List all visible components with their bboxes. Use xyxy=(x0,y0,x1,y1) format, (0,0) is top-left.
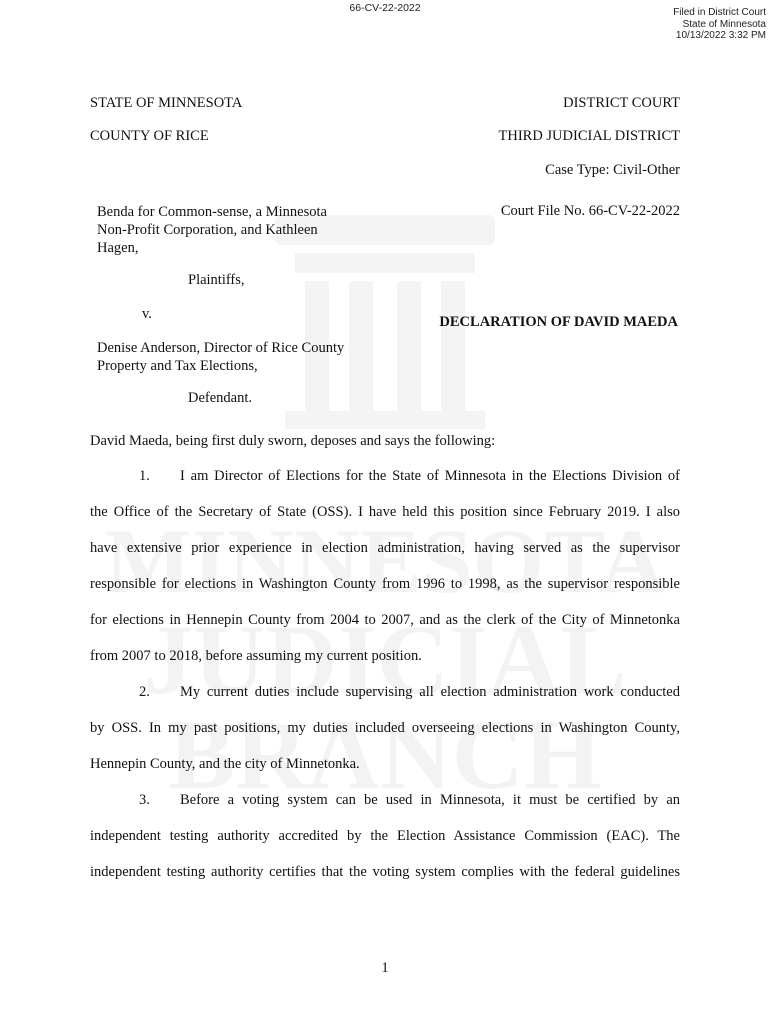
paragraph-1-line: have extensive prior experience in election administration, having served as the supervisor xyxy=(90,540,680,556)
paragraph-1-line: 1. I am Director of Elections for the State of Minnesota in the Elections Division of xyxy=(139,468,680,484)
plaintiff-line-1: Benda for Common-sense, a Minnesota xyxy=(97,204,327,220)
paragraph-2-line: by OSS. In my past positions, my duties included overseeing elections in Washington County, xyxy=(90,720,680,736)
paragraph-3-line: independent testing authority accredited by the Election Assistance Commission (EAC). The xyxy=(90,828,680,844)
caption-county: COUNTY OF RICE xyxy=(90,128,209,144)
paragraph-number: 1. xyxy=(139,468,150,484)
defendant-line-2: Property and Tax Elections, xyxy=(97,358,258,374)
paragraph-2-line: 2. My current duties include supervising all election administration work conducted xyxy=(139,684,680,700)
versus-label: v. xyxy=(142,306,152,322)
plaintiffs-label: Plaintiffs, xyxy=(188,272,245,288)
paragraph-3-line: independent testing authority certifies that the voting system complies with the federal guidelines xyxy=(90,864,680,880)
case-number-header: 66-CV-22-2022 xyxy=(349,2,421,14)
paragraph-2-line: Hennepin County, and the city of Minnetonka. xyxy=(90,756,360,772)
paragraph-1-line: responsible for elections in Washington County from 1996 to 1998, as the supervisor responsible xyxy=(90,576,680,592)
intro-statement: David Maeda, being first duly sworn, deposes and says the following: xyxy=(90,433,496,449)
plaintiff-line-2: Non-Profit Corporation, and Kathleen xyxy=(97,222,318,238)
document-title: DECLARATION OF DAVID MAEDA xyxy=(439,314,678,330)
defendant-names xyxy=(97,339,344,375)
filing-stamp-line-1: Filed in District Court xyxy=(673,7,766,18)
filing-stamp-line-3: 10/13/2022 3:32 PM xyxy=(675,30,766,41)
paragraph-3-line: 3. Before a voting system can be used in Minnesota, it must be certified by an xyxy=(139,792,680,808)
caption-district: THIRD JUDICIAL DISTRICT xyxy=(498,128,680,144)
paragraph-1-line: for elections in Hennepin County from 2004 to 2007, and as the clerk of the City of Minnetonka xyxy=(90,612,680,628)
filing-stamp-line-2: State of Minnesota xyxy=(682,18,766,30)
defendant-label: Defendant. xyxy=(188,390,253,406)
paragraph-3 xyxy=(90,790,680,898)
plaintiff-line-3: Hagen, xyxy=(97,240,139,256)
paragraph-number: 2. xyxy=(139,684,150,700)
caption-court: DISTRICT COURT xyxy=(563,95,680,111)
paragraph-number: 3. xyxy=(139,792,150,808)
caption-case-type: Case Type: Civil-Other xyxy=(545,162,680,178)
paragraph-2 xyxy=(90,682,680,790)
filing-stamp xyxy=(673,7,766,42)
plaintiff-names xyxy=(97,203,327,257)
paragraph-1-line: from 2007 to 2018, before assuming my current position. xyxy=(90,648,422,664)
paragraph-1-line: the Office of the Secretary of State (OSS). I have held this position since February 2019. I also xyxy=(90,504,680,520)
page-number: 1 xyxy=(381,960,389,976)
defendant-line-1: Denise Anderson, Director of Rice County xyxy=(97,340,345,356)
court-file-number: Court File No. 66-CV-22-2022 xyxy=(500,203,680,219)
paragraph-1 xyxy=(90,466,680,682)
caption-state: STATE OF MINNESOTA xyxy=(90,95,243,111)
